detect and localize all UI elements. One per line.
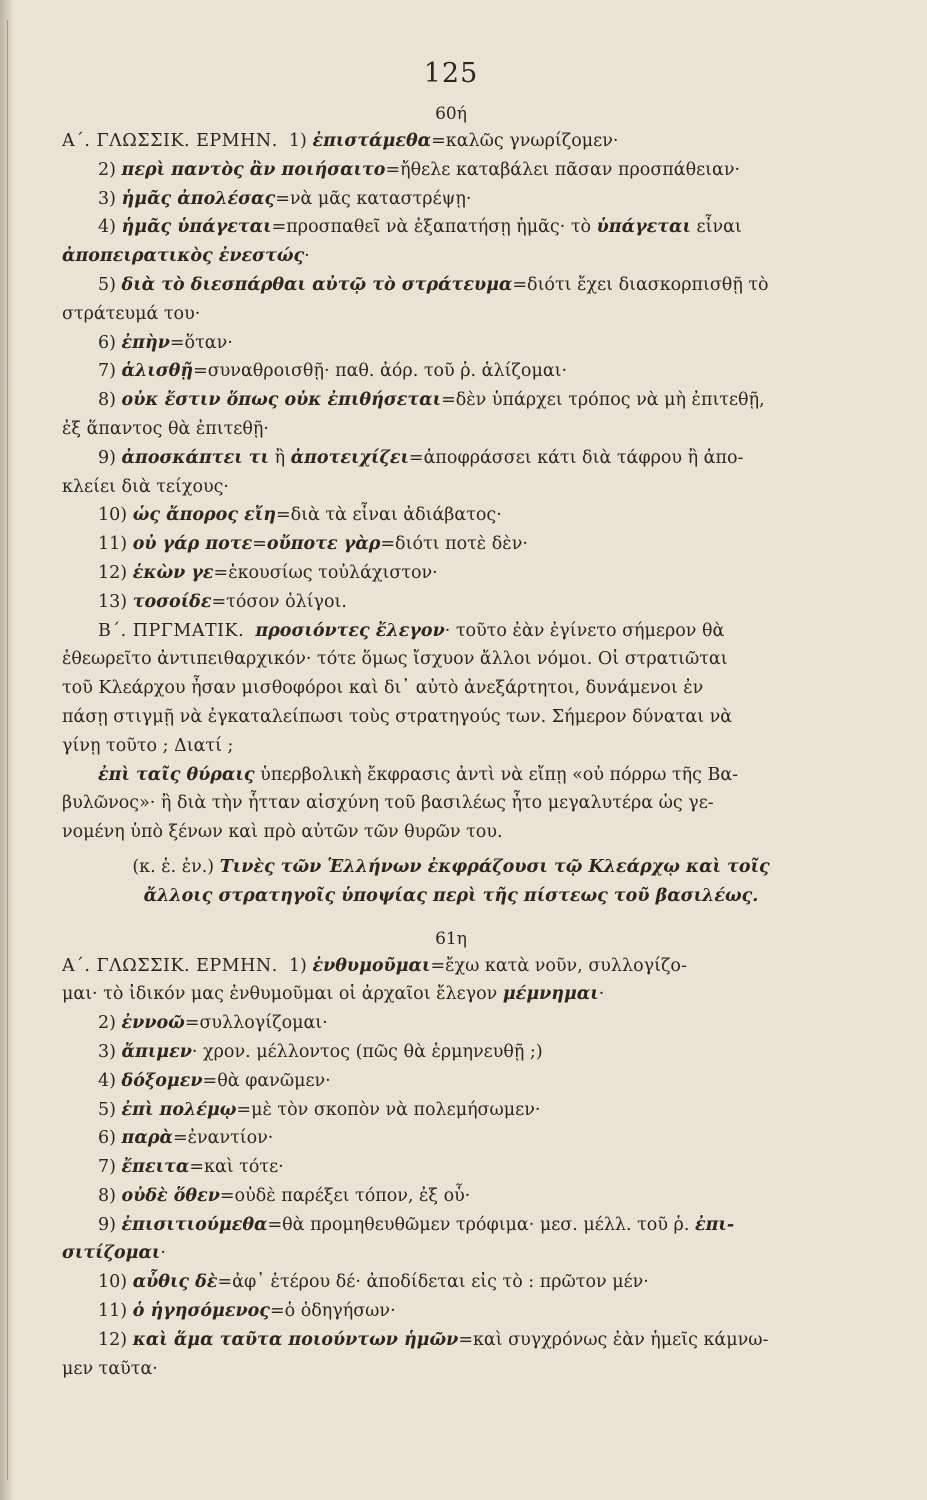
greek-term: αὖθις δὲ [132, 1272, 218, 1293]
definition: =μὲ τὸν σκοπὸν νὰ πολεμήσωμεν· [236, 1099, 541, 1120]
greek-term: παρὰ [121, 1128, 173, 1149]
item-number: 2) [98, 1013, 116, 1034]
s61-line-15 [62, 1355, 840, 1384]
definition: =καλῶς γνωρίζομεν· [431, 131, 619, 151]
definition: =προσπαθεῖ νὰ ἐξαπατήσῃ ἡμᾶς· τὸ [271, 217, 592, 238]
definition: =ὁ ὁδηγήσων· [269, 1301, 396, 1322]
definition: =ἐναντίον· [172, 1128, 274, 1149]
greek-term: οὐ γάρ ποτε [132, 534, 253, 555]
s61-line-11 [62, 1239, 840, 1268]
item-number: 11) [98, 1301, 128, 1322]
definition: =δὲν ὑπάρχει τρόπος νὰ μὴ ἐπιτεθῇ, [441, 390, 765, 411]
s60-line-12 [62, 444, 840, 473]
item-number: 5) [98, 1099, 116, 1120]
s60-line-10 [62, 386, 840, 415]
exercise-prefix: (κ. ἑ. ἐν.) [132, 856, 215, 877]
greek-term: ἀποτειχίζει [290, 447, 409, 468]
definition: =ἑκουσίως τοὐλάχιστον· [213, 562, 438, 583]
s60-exercise-line-2 [62, 882, 840, 911]
item-number: 10) [98, 505, 128, 526]
item-number: 1) [288, 955, 307, 976]
s60-real-line-1 [62, 617, 840, 646]
commentary: γίνῃ τοῦτο ; Διατί ; [62, 735, 234, 756]
s61-line-5 [62, 1067, 840, 1096]
item-number: 4) [98, 1070, 116, 1091]
greek-term: ὡς ἄπορος εἴη [132, 505, 276, 526]
s61-line-8 [62, 1153, 840, 1182]
item-number: 3) [98, 1041, 116, 1062]
section-label: Α΄. ΓΛΩΣΣΙΚ. ΕΡΜΗΝ. [62, 131, 278, 151]
definition: =θὰ φανῶμεν· [202, 1070, 331, 1091]
s61-line-13 [62, 1297, 840, 1326]
greek-term: τοσοίδε [132, 591, 212, 612]
definition: =ὅταν· [169, 332, 233, 353]
s60-real-line-6 [62, 761, 840, 790]
greek-term: ἡμᾶς ἀπολέσας [121, 188, 276, 209]
definition: εἶναι [690, 217, 742, 238]
item-number: 13) [98, 591, 128, 612]
item-number: 8) [98, 390, 116, 411]
greek-term: ἑκὼν γε [132, 562, 214, 583]
greek-term: ἐπὶ ταῖς θύραις [98, 764, 255, 785]
item-number: 7) [98, 361, 116, 382]
commentary: ὑπερβολικὴ ἔκφρασις ἀντὶ νὰ εἴπῃ «οὐ πόρρω τῆς Βα- [254, 764, 739, 785]
s60-line-14 [62, 501, 840, 530]
definition: =καὶ συγχρόνως ἐὰν ἡμεῖς κάμνω- [458, 1329, 769, 1350]
commentary: ἐθεωρεῖτο ἀντιπειθαρχικόν· τότε ὅμως ἴσχυον ἄλλοι νόμοι. Οἱ στρατιῶται [62, 649, 728, 670]
greek-term: ἡμᾶς ὑπάγεται [121, 217, 272, 238]
greek-term: καὶ ἅμα ταῦτα ποιούντων ἡμῶν [132, 1329, 459, 1350]
item-number: 8) [98, 1185, 116, 1206]
greek-term: ὑπάγεται [596, 217, 691, 238]
greek-term: ἐνθυμοῦμαι [312, 955, 431, 976]
s60-real-line-3 [62, 674, 840, 703]
greek-term: ἐπι- [694, 1214, 735, 1235]
s60-line-2 [62, 156, 840, 185]
item-number: 12) [98, 562, 128, 583]
s60-real-line-8 [62, 818, 840, 847]
s61-line-1 [62, 952, 840, 981]
s60-line-16 [62, 559, 840, 588]
s60-line-6 [62, 271, 840, 300]
definition: =τόσον ὀλίγοι. [211, 591, 347, 612]
definition: μεν ταῦτα· [62, 1358, 158, 1379]
greek-term: δόξομεν [121, 1070, 203, 1091]
section-label: Β΄. ΠΡΓΜΑΤΙΚ. [98, 620, 245, 641]
item-number: 6) [98, 1128, 116, 1149]
exercise-text: Τινὲς τῶν Ἑλλήνων ἐκφράζουσι τῷ Κλεάρχῳ καὶ τοῖς [219, 856, 770, 877]
page-number: 125 [423, 58, 479, 89]
s60-line-3 [62, 185, 840, 214]
section-61-heading: 61η [435, 928, 467, 949]
s61-line-4 [62, 1038, 840, 1067]
greek-term: προσιόντες ἔλεγον [255, 620, 445, 641]
section-label: Α΄. ΓΛΩΣΣΙΚ. ΕΡΜΗΝ. [62, 955, 278, 976]
greek-term: μέμνημαι [502, 984, 599, 1005]
greek-term: ἁλισθῇ [121, 361, 194, 382]
definition: κλείει διὰ τείχους· [62, 476, 229, 497]
greek-term: διὰ τὸ διεσπάρθαι αὐτῷ τὸ στράτευμα [121, 274, 513, 295]
s60-line-9 [62, 357, 840, 386]
item-number: 4) [98, 217, 116, 238]
greek-term: ἄπιμεν [121, 1041, 192, 1062]
greek-term: οὐκ ἔστιν ὅπως οὐκ ἐπιθήσεται [121, 390, 442, 411]
s60-line-1 [62, 127, 840, 156]
item-number: 6) [98, 332, 116, 353]
s60-real-line-7 [62, 789, 840, 818]
s60-line-7 [62, 300, 840, 329]
s60-line-5 [62, 242, 840, 271]
s60-line-15 [62, 530, 840, 559]
spine-line [7, 20, 8, 1480]
greek-term: ἀποπειρατικὸς ἐνεστώς [62, 246, 305, 267]
greek-term: ἐπιστάμεθα [312, 131, 432, 151]
definition: =ἔχω κατὰ νοῦν, συλλογίζο- [430, 955, 687, 976]
item-number: 10) [98, 1272, 128, 1293]
definition: · [598, 984, 605, 1005]
commentary: · τοῦτο ἐὰν ἐγίνετο σήμερον θὰ [444, 620, 725, 641]
s60-line-8 [62, 329, 840, 358]
s61-line-7 [62, 1124, 840, 1153]
item-number: 1) [288, 131, 307, 151]
greek-term: οὔποτε γὰρ [266, 534, 381, 555]
greek-term: ἐπὶ πολέμῳ [121, 1099, 237, 1120]
greek-term: ἐννοῶ [121, 1013, 185, 1034]
definition: =καὶ τότε· [189, 1157, 284, 1178]
s60-real-line-5 [62, 732, 840, 761]
book-page [62, 58, 840, 1383]
greek-term: ἀποσκάπτει τι [121, 447, 270, 468]
definition: ἐξ ἅπαντος θὰ ἐπιτεθῇ· [62, 418, 269, 439]
s61-line-3 [62, 1009, 840, 1038]
greek-term: οὐδὲ ὅθεν [121, 1185, 220, 1206]
commentary: τοῦ Κλεάρχου ἦσαν μισθοφόροι καὶ δι᾽ αὐτὸ ἀνεξάρτητοι, δυνάμενοι ἐν [62, 678, 704, 699]
s61-line-10 [62, 1211, 840, 1240]
item-number: 11) [98, 534, 128, 555]
greek-term: σιτίζομαι [62, 1243, 161, 1264]
item-number: 2) [98, 159, 116, 180]
s60-exercise-line-1 [62, 853, 840, 882]
definition: μαι· τὸ ἰδικόν μας ἐνθυμοῦμαι οἱ ἀρχαῖοι ἔλεγον [62, 984, 503, 1005]
definition: =θὰ προμηθευθῶμεν τρόφιμα· μεσ. μέλλ. τοῦ ῥ. [267, 1214, 695, 1235]
s60-line-13 [62, 473, 840, 502]
exercise-text: ἄλλοις στρατηγοῖς ὑποψίας περὶ τῆς πίστεως τοῦ βασιλέως. [143, 885, 759, 906]
definition: =συναθροισθῇ· παθ. ἀόρ. τοῦ ῥ. ἁλίζομαι· [193, 361, 568, 382]
section-separator [62, 911, 840, 929]
item-number: 3) [98, 188, 116, 209]
definition: =διότι ἔχει διασκορπισθῇ τὸ [512, 274, 769, 295]
definition: =συλλογίζομαι· [184, 1013, 328, 1034]
definition: =ἤθελε καταβάλει πᾶσαν προσπάθειαν· [385, 159, 741, 180]
definition: ἢ [269, 447, 291, 468]
definition: =οὐδὲ παρέξει τόπον, ἐξ οὗ· [219, 1185, 471, 1206]
definition: =ἀποφράσσει κάτι διὰ τάφρου ἢ ἀπο- [408, 447, 744, 468]
item-number: 7) [98, 1157, 116, 1178]
item-number: 5) [98, 274, 116, 295]
s60-real-line-2 [62, 645, 840, 674]
item-number: 9) [98, 447, 116, 468]
page-spine [0, 0, 14, 1500]
greek-term: ἔπειτα [121, 1157, 190, 1178]
s60-line-4 [62, 213, 840, 242]
definition: · [160, 1243, 166, 1264]
commentary: βυλῶνος»· ἢ διὰ τὴν ἧτταν αἰσχύνη τοῦ βασιλέως ἦτο μεγαλυτέρα ὡς γε- [62, 793, 714, 814]
greek-term: ἐπισιτιούμεθα [121, 1214, 268, 1235]
s61-line-14 [62, 1326, 840, 1355]
commentary: πάσῃ στιγμῇ νὰ ἐγκαταλείπωσι τοὺς στρατηγούς των. Σήμερον δύναται νὰ [62, 706, 733, 727]
greek-term: περὶ παντὸς ἂν ποιήσαιτο [121, 159, 386, 180]
s61-line-9 [62, 1182, 840, 1211]
definition: =διότι ποτὲ δὲν· [380, 534, 528, 555]
definition: =νὰ μᾶς καταστρέψῃ· [275, 188, 472, 209]
s60-real-line-4 [62, 703, 840, 732]
definition: = [252, 534, 267, 555]
s60-line-17 [62, 588, 840, 617]
item-number: 12) [98, 1329, 128, 1350]
s60-line-11 [62, 415, 840, 444]
item-number: 9) [98, 1214, 116, 1235]
s61-line-6 [62, 1096, 840, 1125]
greek-term: ὁ ἡγησόμενος [132, 1301, 270, 1322]
commentary: νομένη ὑπὸ ξένων καὶ πρὸ αὐτῶν τῶν θυρῶν του. [62, 822, 503, 843]
definition: · χρον. μέλλοντος (πῶς θὰ ἑρμηνευθῇ ;) [191, 1041, 543, 1062]
definition: =διὰ τὰ εἶναι ἀδιάβατος· [275, 505, 502, 526]
definition: =ἀφ᾽ ἑτέρου δέ· ἀποδίδεται εἰς τὸ : πρῶτον μέν· [217, 1272, 649, 1293]
greek-term: ἐπὴν [121, 332, 170, 353]
definition: · [304, 246, 310, 267]
definition: στράτευμά του· [62, 303, 201, 324]
s61-line-12 [62, 1268, 840, 1297]
s61-line-2 [62, 980, 840, 1009]
section-60-heading: 60ή [435, 104, 467, 124]
